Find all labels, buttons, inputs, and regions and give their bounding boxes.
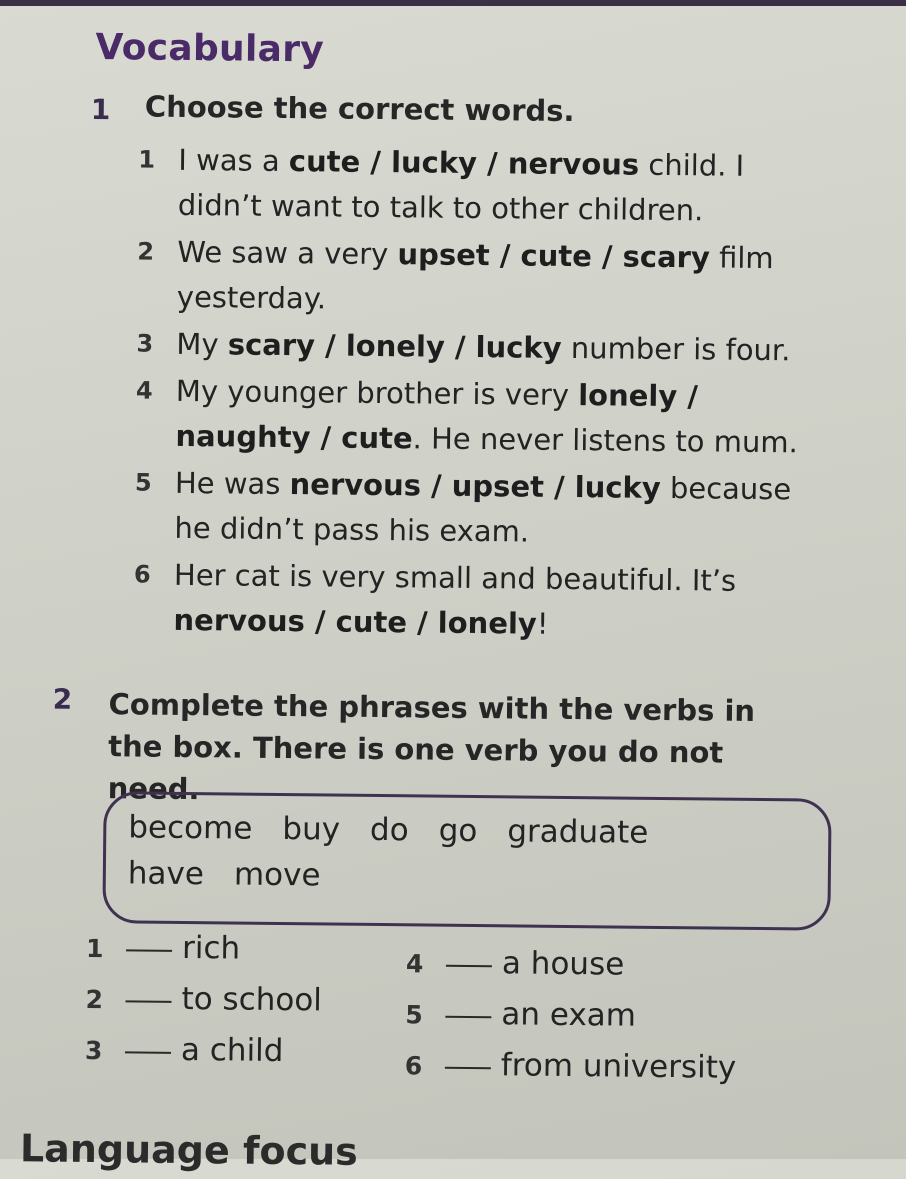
box-word: move: [233, 856, 321, 894]
phrase-item: [85, 980, 322, 1033]
item-word-choices: cute / lucky / nervous: [288, 144, 640, 182]
answer-blank[interactable]: [445, 1067, 491, 1069]
phrase-number: 4: [405, 949, 424, 979]
phrase-item: [406, 944, 738, 998]
box-word: graduate: [507, 813, 649, 851]
exercise-1-item: [135, 368, 826, 465]
item-word-choices: nervous / upset / lucky: [289, 467, 661, 505]
phrases-left-column: [85, 929, 323, 1084]
item-text-before: I was a: [178, 142, 290, 179]
exercise-1-items: [133, 137, 828, 651]
next-section-heading: Language focus: [19, 1126, 359, 1174]
answer-blank[interactable]: [445, 1016, 491, 1018]
exercise-1-number: 1: [90, 92, 111, 127]
phrase-text: a house: [501, 945, 625, 983]
box-word: have: [127, 855, 205, 893]
item-text-before: We saw a very: [177, 234, 398, 272]
item-text-after: number is four.: [561, 330, 791, 368]
phrase-text: from university: [500, 1047, 737, 1086]
phrase-item: [405, 995, 737, 1049]
answer-blank[interactable]: [446, 965, 492, 967]
item-number: 6: [133, 560, 151, 589]
box-word: buy: [282, 811, 341, 848]
item-text-after: film yesterday.: [176, 240, 774, 316]
phrase-number: 6: [404, 1051, 423, 1081]
phrase-number: 3: [84, 1035, 103, 1066]
item-text-before: My: [176, 326, 228, 362]
item-text-before: He was: [174, 465, 290, 502]
item-text-before: Her cat is very small and beautiful. It’s: [173, 557, 737, 598]
item-number: 3: [136, 329, 154, 358]
exercise-1-item: [138, 137, 829, 234]
phrase-number: 5: [405, 1000, 423, 1030]
item-text-before: My younger brother is very: [175, 373, 579, 413]
item-word-choices: lonely / naughty / cute: [175, 378, 699, 456]
exercise-1-item: [133, 552, 824, 649]
item-number: 1: [138, 145, 156, 174]
phrases-right-column: [405, 944, 738, 1100]
phrase-text: rich: [181, 929, 241, 967]
exercise-2-instruction: Complete the phrases with the verbs in the box. There is one verb you do not need.: [107, 687, 756, 807]
exercise-1-item: [136, 321, 826, 373]
item-text-after: child. I didn’t want to talk to other children.: [177, 147, 745, 228]
phrase-text: a child: [180, 1031, 284, 1070]
phrase-text: to school: [181, 980, 323, 1019]
exercise-1-item: [134, 460, 825, 557]
item-number: 5: [134, 468, 152, 497]
item-text-after: because he didn’t pass his exam.: [174, 470, 792, 549]
section-title: Vocabulary: [95, 27, 325, 71]
phrase-number: 1: [85, 933, 104, 964]
phrase-item: [85, 1031, 322, 1084]
box-word: go: [438, 812, 478, 850]
exercise-1-item: [137, 229, 828, 326]
box-word: do: [369, 811, 409, 849]
item-word-choices: scary / lonely / lucky: [227, 327, 562, 365]
phrase-text: an exam: [501, 996, 637, 1034]
item-text-after: . He never listens to mum.: [412, 421, 799, 460]
answer-blank[interactable]: [126, 1000, 172, 1002]
answer-blank[interactable]: [126, 949, 172, 951]
item-number: 2: [137, 237, 155, 266]
item-word-choices: upset / cute / scary: [397, 237, 711, 275]
item-text-after: !: [536, 606, 549, 641]
exercise-1-instruction: Choose the correct words.: [144, 89, 575, 129]
item-number: 4: [135, 376, 153, 405]
box-word: become: [128, 809, 253, 847]
answer-blank[interactable]: [125, 1051, 171, 1053]
verb-word-list: [128, 804, 729, 902]
phrase-item: [405, 1046, 737, 1100]
phrase-number: 2: [85, 984, 104, 1015]
verb-word-box: [102, 791, 831, 931]
phrase-item: [86, 929, 323, 982]
exercise-2-number: 2: [52, 682, 73, 716]
item-word-choices: nervous / cute / lonely: [173, 602, 537, 641]
